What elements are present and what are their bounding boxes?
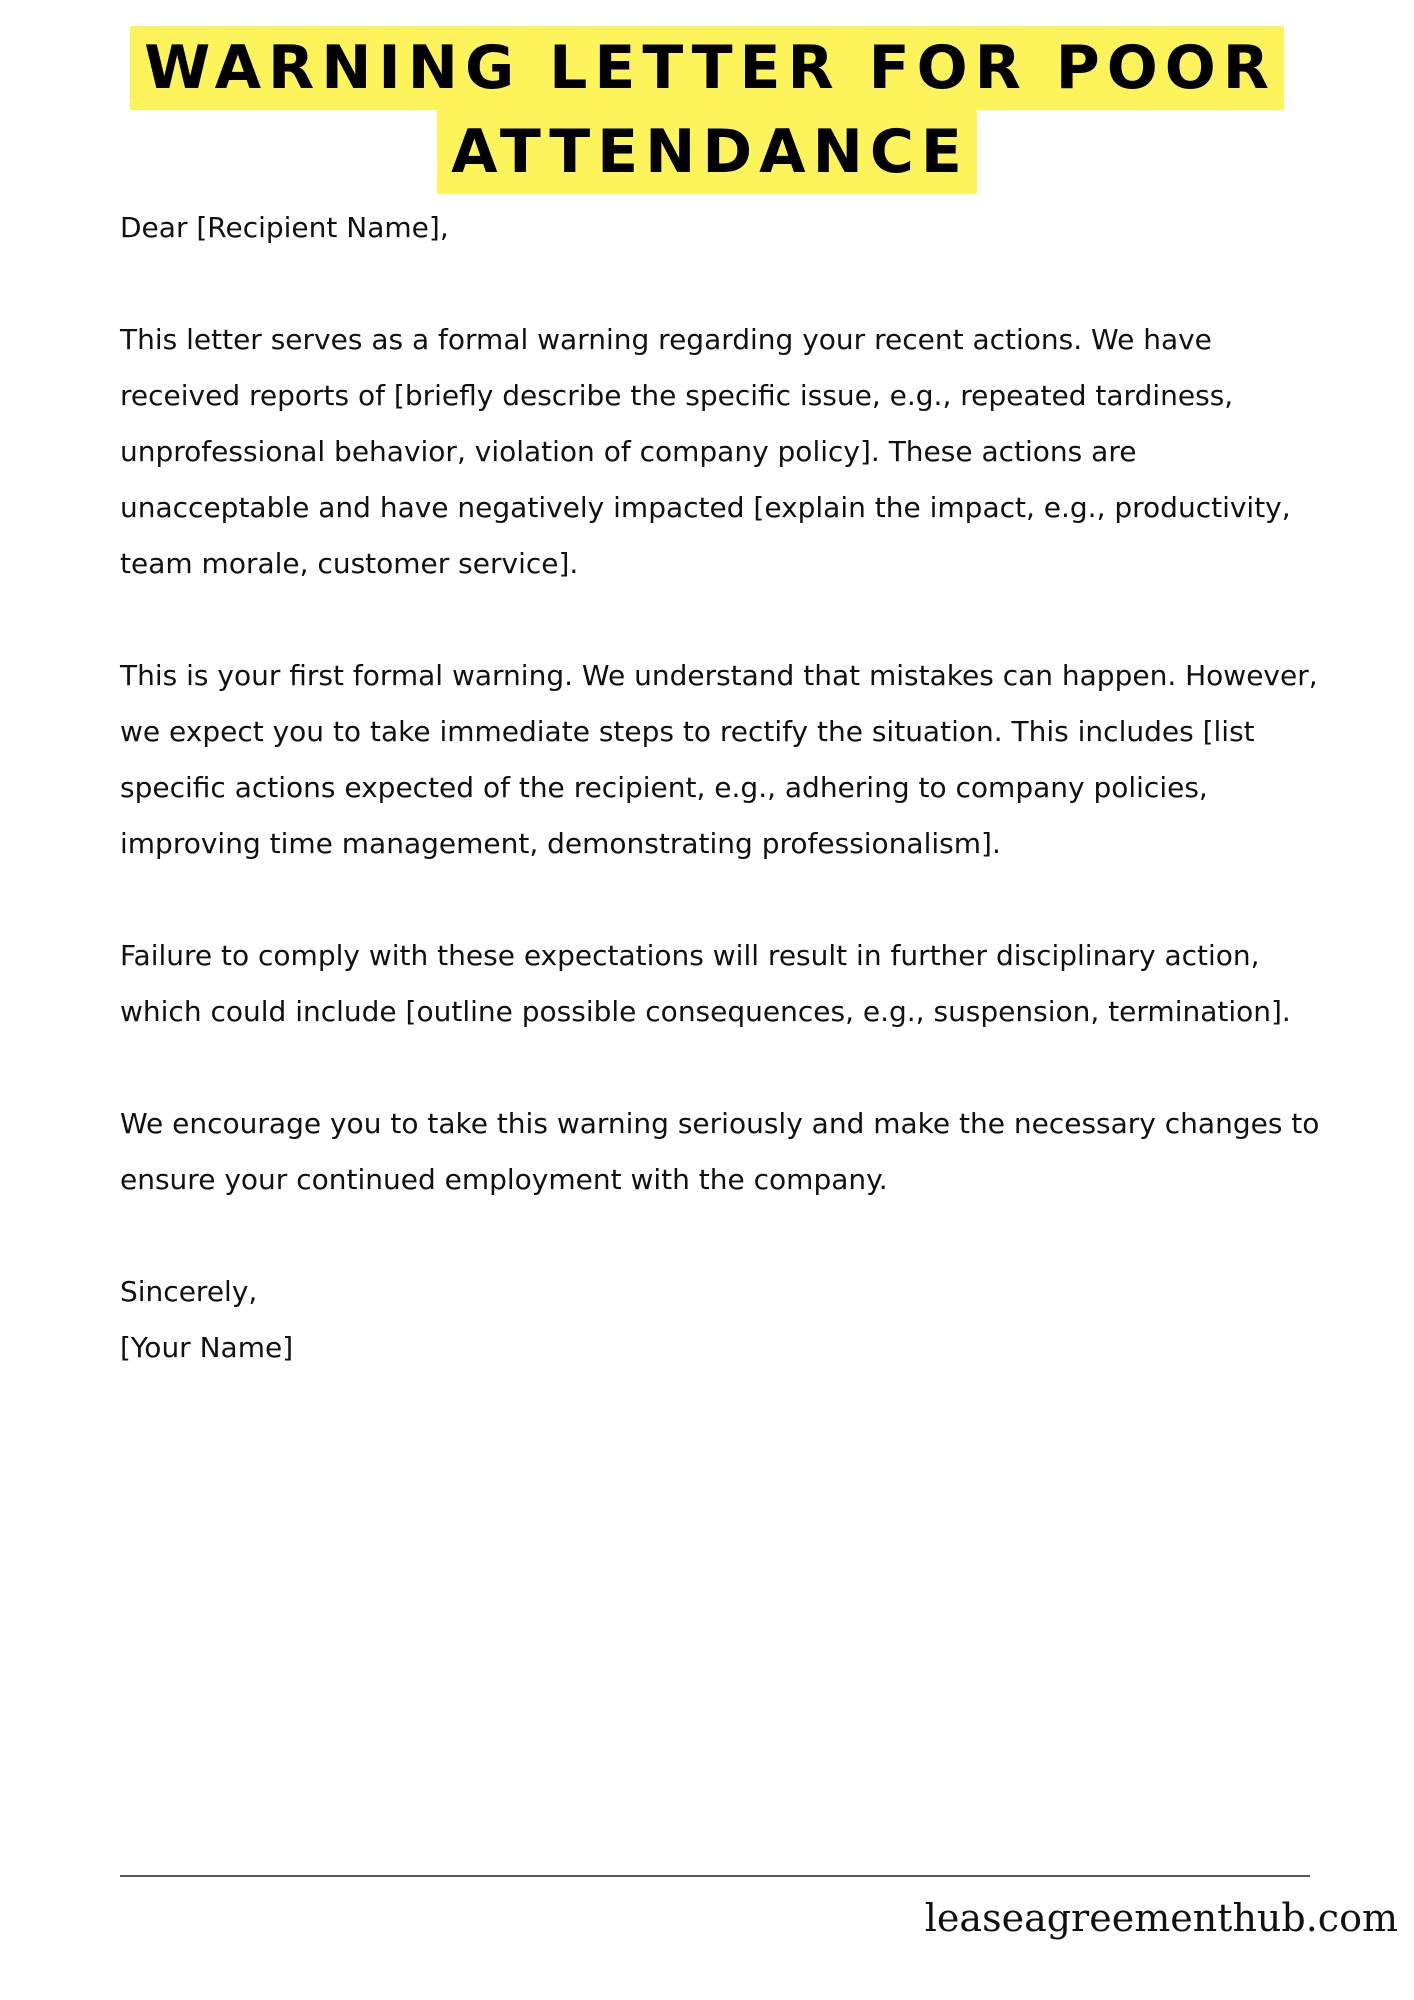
salutation: Dear [Recipient Name], [120,211,449,244]
paragraph-2: This is your first formal warning. We understand that mistakes can happen. However, we expect you to take immediate steps to rectify the situation. This includes [list specific actions expected of the recipient, e.g., adhering to company policies, improving time management, demonstrating professionalism]. [120,659,1318,860]
paragraph-1: This letter serves as a formal warning regarding your recent actions. We have received reports of [briefly describe the specific issue, e.g., repeated tardiness, unprofessional behavior, violation of company policy]. These actions are unacceptable and have negatively impacted [explain the impact, e.g., productivity, team morale, customer service]. [120,323,1291,580]
closing-block [120,1264,1330,1376]
title-line-1: WARNING LETTER FOR POOR [130,26,1284,110]
title-line-2: ATTENDANCE [437,110,977,194]
closing: Sincerely, [120,1275,258,1308]
letter-body [120,200,1330,1376]
brand-watermark: leaseagreementhub.com [924,1896,1398,1940]
document-title [0,26,1414,194]
paragraph-3: Failure to comply with these expectations will result in further disciplinary action, which could include [outline possible consequences, e.g., suspension, termination]. [120,939,1291,1028]
paragraph-4: We encourage you to take this warning seriously and make the necessary changes to ensure your continued employment with the company. [120,1107,1320,1196]
signature: [Your Name] [120,1331,294,1364]
footer-divider [120,1875,1310,1877]
